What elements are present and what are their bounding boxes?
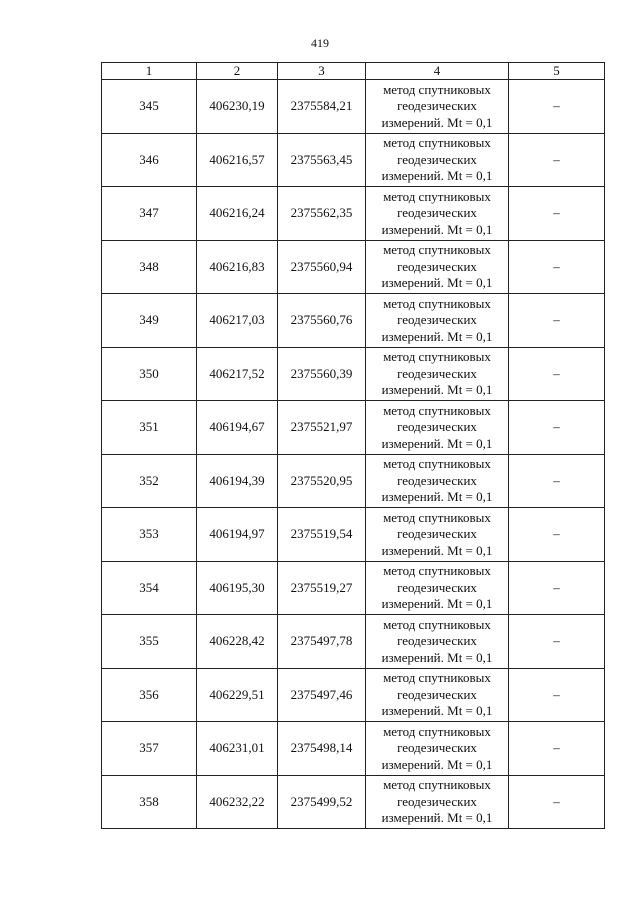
x-coordinate-cell: 406217,03 [197, 294, 278, 348]
column-header-5: 5 [509, 63, 605, 80]
y-coordinate-cell: 2375560,39 [278, 347, 366, 401]
point-number-cell: 354 [102, 561, 197, 615]
note-cell: – [509, 561, 605, 615]
point-number-cell: 348 [102, 240, 197, 294]
method-cell: метод спутниковых геодезических измерений. Mt = 0,1 [366, 668, 509, 722]
coordinates-table [101, 62, 605, 829]
x-coordinate-cell: 406195,30 [197, 561, 278, 615]
method-cell: метод спутниковых геодезических измерений. Mt = 0,1 [366, 401, 509, 455]
table-row [102, 722, 605, 776]
y-coordinate-cell: 2375498,14 [278, 722, 366, 776]
y-coordinate-cell: 2375521,97 [278, 401, 366, 455]
y-coordinate-cell: 2375563,45 [278, 133, 366, 187]
note-cell: – [509, 80, 605, 134]
method-cell: метод спутниковых геодезических измерений. Mt = 0,1 [366, 615, 509, 669]
note-cell: – [509, 294, 605, 348]
method-cell: метод спутниковых геодезических измерений. Mt = 0,1 [366, 775, 509, 829]
column-header-3: 3 [278, 63, 366, 80]
page-number: 419 [311, 36, 329, 50]
table-row [102, 401, 605, 455]
point-number-cell: 349 [102, 294, 197, 348]
point-number-cell: 351 [102, 401, 197, 455]
table-row [102, 508, 605, 562]
note-cell: – [509, 775, 605, 829]
table-row [102, 187, 605, 241]
y-coordinate-cell: 2375497,46 [278, 668, 366, 722]
note-cell: – [509, 722, 605, 776]
y-coordinate-cell: 2375560,76 [278, 294, 366, 348]
note-cell: – [509, 615, 605, 669]
table-row [102, 454, 605, 508]
y-coordinate-cell: 2375560,94 [278, 240, 366, 294]
method-cell: метод спутниковых геодезических измерений. Mt = 0,1 [366, 294, 509, 348]
table-row [102, 561, 605, 615]
table-header-row [102, 63, 605, 80]
note-cell: – [509, 133, 605, 187]
column-header-1: 1 [102, 63, 197, 80]
x-coordinate-cell: 406216,83 [197, 240, 278, 294]
point-number-cell: 345 [102, 80, 197, 134]
x-coordinate-cell: 406231,01 [197, 722, 278, 776]
x-coordinate-cell: 406229,51 [197, 668, 278, 722]
y-coordinate-cell: 2375519,54 [278, 508, 366, 562]
x-coordinate-cell: 406194,39 [197, 454, 278, 508]
point-number-cell: 346 [102, 133, 197, 187]
x-coordinate-cell: 406216,24 [197, 187, 278, 241]
table-row [102, 668, 605, 722]
x-coordinate-cell: 406194,67 [197, 401, 278, 455]
column-header-4: 4 [366, 63, 509, 80]
table-row [102, 615, 605, 669]
method-cell: метод спутниковых геодезических измерений. Mt = 0,1 [366, 508, 509, 562]
y-coordinate-cell: 2375584,21 [278, 80, 366, 134]
y-coordinate-cell: 2375497,78 [278, 615, 366, 669]
point-number-cell: 347 [102, 187, 197, 241]
x-coordinate-cell: 406232,22 [197, 775, 278, 829]
x-coordinate-cell: 406216,57 [197, 133, 278, 187]
point-number-cell: 356 [102, 668, 197, 722]
point-number-cell: 358 [102, 775, 197, 829]
y-coordinate-cell: 2375520,95 [278, 454, 366, 508]
x-coordinate-cell: 406228,42 [197, 615, 278, 669]
x-coordinate-cell: 406194,97 [197, 508, 278, 562]
table-row [102, 80, 605, 134]
note-cell: – [509, 508, 605, 562]
method-cell: метод спутниковых геодезических измерений. Mt = 0,1 [366, 80, 509, 134]
method-cell: метод спутниковых геодезических измерений. Mt = 0,1 [366, 561, 509, 615]
table-row [102, 294, 605, 348]
method-cell: метод спутниковых геодезических измерений. Mt = 0,1 [366, 133, 509, 187]
y-coordinate-cell: 2375519,27 [278, 561, 366, 615]
point-number-cell: 357 [102, 722, 197, 776]
point-number-cell: 355 [102, 615, 197, 669]
method-cell: метод спутниковых геодезических измерений. Mt = 0,1 [366, 454, 509, 508]
table-row [102, 133, 605, 187]
method-cell: метод спутниковых геодезических измерений. Mt = 0,1 [366, 240, 509, 294]
point-number-cell: 352 [102, 454, 197, 508]
table-row [102, 775, 605, 829]
x-coordinate-cell: 406230,19 [197, 80, 278, 134]
note-cell: – [509, 187, 605, 241]
note-cell: – [509, 240, 605, 294]
column-header-2: 2 [197, 63, 278, 80]
y-coordinate-cell: 2375499,52 [278, 775, 366, 829]
note-cell: – [509, 401, 605, 455]
method-cell: метод спутниковых геодезических измерений. Mt = 0,1 [366, 347, 509, 401]
point-number-cell: 353 [102, 508, 197, 562]
method-cell: метод спутниковых геодезических измерений. Mt = 0,1 [366, 187, 509, 241]
table-row [102, 347, 605, 401]
point-number-cell: 350 [102, 347, 197, 401]
method-cell: метод спутниковых геодезических измерений. Mt = 0,1 [366, 722, 509, 776]
y-coordinate-cell: 2375562,35 [278, 187, 366, 241]
x-coordinate-cell: 406217,52 [197, 347, 278, 401]
note-cell: – [509, 454, 605, 508]
note-cell: – [509, 347, 605, 401]
table-row [102, 240, 605, 294]
note-cell: – [509, 668, 605, 722]
